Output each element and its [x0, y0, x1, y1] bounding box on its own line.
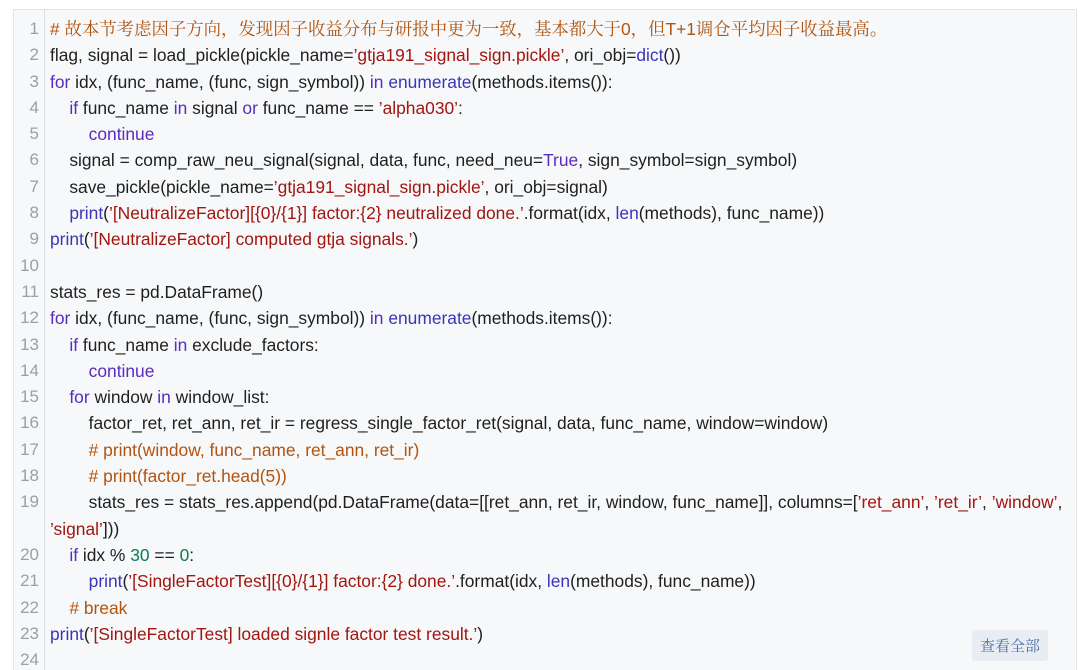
- code-token: (: [103, 203, 109, 224]
- code-line: [14, 305, 1076, 331]
- code-token: enumerate: [388, 308, 472, 329]
- code-token: if: [69, 544, 79, 565]
- code-text: [50, 147, 1064, 173]
- code-token: .format(idx,: [455, 571, 547, 592]
- code-token: 0: [179, 544, 190, 565]
- code-token: signal = comp_raw_neu_signal(signal, data, func, need_neu=: [50, 150, 544, 171]
- code-line: [14, 69, 1076, 95]
- code-token: ’alpha030’: [378, 97, 459, 118]
- code-token: for: [69, 387, 90, 408]
- code-text: [50, 226, 1064, 252]
- line-number: 2: [29, 45, 39, 65]
- code-token: idx %: [78, 544, 131, 565]
- code-token: print: [69, 203, 104, 224]
- code-token: exclude_factors:: [187, 334, 319, 355]
- code-line: [14, 621, 1076, 647]
- code-token: [50, 466, 89, 486]
- code-line: [14, 595, 1076, 621]
- line-number: 11: [21, 281, 39, 301]
- code-token: [50, 124, 89, 144]
- code-token: ’[SingleFactorTest] loaded signle factor test result.’: [89, 623, 478, 644]
- code-token: in: [173, 334, 188, 355]
- code-token: window_list:: [170, 387, 270, 408]
- code-text: [50, 384, 1064, 410]
- code-token: print: [50, 623, 84, 644]
- code-token: func_name: [78, 334, 174, 355]
- code-line: [14, 174, 1076, 200]
- code-token: (methods), func_name)): [570, 571, 756, 592]
- code-token: ): [477, 623, 484, 644]
- code-text: [50, 463, 1064, 489]
- code-token: ’ret_ann’: [857, 492, 925, 513]
- code-token: for: [50, 308, 71, 329]
- code-token: continue: [88, 124, 155, 145]
- code-token: :: [189, 544, 195, 565]
- code-text: [50, 121, 1064, 147]
- line-number: 24: [20, 650, 39, 670]
- code-token: # print(factor_ret.head(5)): [88, 466, 287, 487]
- code-token: save_pickle(pickle_name=: [50, 176, 274, 197]
- line-number: 17: [20, 439, 39, 459]
- code-token: ==: [149, 544, 180, 565]
- code-token: print: [88, 571, 123, 592]
- code-token: ’[SingleFactorTest][{0}/{1}] factor:{2} done.’: [128, 571, 456, 592]
- code-token: in: [157, 387, 171, 408]
- code-token: len: [546, 571, 571, 592]
- code-token: [50, 545, 69, 565]
- code-text: [50, 305, 1064, 331]
- code-token: ,: [982, 492, 992, 513]
- code-token: len: [615, 203, 639, 224]
- code-token: func_name ==: [257, 97, 379, 118]
- line-number: 19: [20, 492, 39, 512]
- code-token: signal: [187, 97, 243, 118]
- code-line: [14, 253, 1076, 279]
- code-line: [14, 542, 1076, 568]
- line-number: 4: [29, 97, 39, 117]
- code-text: [50, 358, 1064, 384]
- line-number: 1: [29, 19, 39, 38]
- code-token: # break: [69, 597, 128, 618]
- code-token: , sign_symbol=sign_symbol): [578, 150, 798, 171]
- code-token: continue: [88, 360, 155, 381]
- code-token: idx, (func_name, (func, sign_symbol)): [70, 71, 370, 92]
- code-line: [14, 647, 1076, 670]
- code-token: ’signal’: [50, 518, 103, 539]
- code-line: [14, 489, 1076, 542]
- code-token: [50, 203, 69, 223]
- code-token: (: [83, 623, 90, 644]
- code-line: [14, 332, 1076, 358]
- code-token: [50, 440, 89, 460]
- code-token: func_name: [78, 97, 174, 118]
- code-token: for: [50, 71, 71, 92]
- line-number: 20: [20, 544, 39, 564]
- code-token: (methods.items()):: [471, 71, 613, 92]
- code-token: 30: [130, 544, 150, 565]
- line-number: 9: [29, 229, 39, 249]
- line-number: 23: [20, 623, 39, 643]
- line-number: 21: [20, 571, 39, 591]
- code-token: in: [173, 97, 188, 118]
- code-text: [50, 595, 1064, 621]
- code-token: , ori_obj=: [564, 45, 637, 66]
- code-token: ])): [102, 518, 120, 539]
- code-token: [50, 335, 69, 355]
- code-token: ’window’: [991, 492, 1058, 513]
- code-line: [14, 16, 1076, 42]
- code-text: [50, 568, 1064, 594]
- code-token: :: [458, 97, 463, 118]
- code-token: , ori_obj=signal): [484, 176, 608, 197]
- code-token: ’ret_ir’: [934, 492, 983, 513]
- line-number: 8: [29, 203, 39, 223]
- code-text: [50, 332, 1064, 358]
- line-number: 5: [29, 124, 39, 144]
- code-text: [50, 542, 1064, 568]
- code-token: [50, 361, 89, 381]
- code-token: stats_res = pd.DataFrame(): [50, 281, 264, 302]
- code-line: [14, 463, 1076, 489]
- code-token: or: [242, 97, 258, 118]
- code-text: [50, 489, 1068, 542]
- code-line: [14, 121, 1076, 147]
- code-line: [14, 95, 1076, 121]
- code-text: [50, 174, 1064, 200]
- view-all-button[interactable]: 查看全部: [972, 630, 1048, 661]
- code-token: ()): [663, 45, 681, 66]
- code-token: stats_res = stats_res.append(pd.DataFrame(data=[[ret_ann, ret_ir, window, func_name]], columns=[: [50, 492, 858, 513]
- code-line: [14, 384, 1076, 410]
- code-text: [50, 42, 1064, 68]
- code-line: [14, 42, 1076, 68]
- code-line: [14, 568, 1076, 594]
- line-number: 18: [20, 466, 39, 486]
- code-token: # print(window, func_name, ret_ann, ret_ir): [88, 439, 420, 460]
- line-number: 13: [20, 334, 39, 354]
- code-token: ’[NeutralizeFactor][{0}/{1}] factor:{2} neutralized done.’: [108, 203, 524, 224]
- code-token: ,: [924, 492, 935, 513]
- code-line: [14, 437, 1076, 463]
- line-number: 15: [20, 387, 39, 407]
- code-token: ,: [1057, 492, 1068, 513]
- code-text: [50, 437, 1064, 463]
- code-token: [50, 98, 69, 118]
- code-token: ’gtja191_signal_sign.pickle’: [353, 45, 565, 66]
- code-token: in: [369, 71, 384, 92]
- code-token: if: [69, 97, 79, 118]
- code-token: (methods), func_name)): [638, 203, 825, 224]
- code-line: [14, 226, 1076, 252]
- code-token: idx, (func_name, (func, sign_symbol)): [70, 308, 370, 329]
- line-number: 16: [20, 413, 39, 433]
- code-text: [50, 410, 1064, 436]
- code-token: ’[NeutralizeFactor] computed gtja signals.’: [89, 229, 413, 250]
- code-line: [14, 410, 1076, 436]
- code-token: in: [369, 308, 384, 329]
- code-text: [50, 16, 1064, 42]
- code-text: [50, 200, 1064, 226]
- code-token: [50, 598, 69, 618]
- code-text: [50, 621, 1064, 647]
- code-token: print: [50, 229, 84, 250]
- code-token: (methods.items()):: [471, 308, 613, 329]
- code-token: (: [122, 571, 129, 592]
- code-line: [14, 200, 1076, 226]
- line-number: 14: [20, 360, 39, 380]
- line-number: 10: [20, 255, 39, 275]
- line-number: 22: [20, 597, 39, 617]
- code-text: [50, 69, 1064, 95]
- code-token: .format(idx,: [523, 203, 616, 224]
- line-number: 3: [29, 71, 39, 91]
- code-token: True: [543, 150, 579, 171]
- code-token: enumerate: [388, 71, 472, 92]
- code-line: [14, 279, 1076, 305]
- code-token: (: [83, 229, 90, 250]
- line-number: 7: [29, 176, 39, 196]
- code-token: window: [89, 387, 158, 408]
- code-token: [50, 387, 69, 407]
- code-lines: [14, 16, 1076, 670]
- code-token: dict: [636, 45, 664, 66]
- code-text: [50, 95, 1064, 121]
- code-line: [14, 358, 1076, 384]
- code-block: [13, 9, 1077, 670]
- line-number: 12: [20, 308, 39, 328]
- code-token: # 故本节考虑因子方向，发现因子收益分布与研报中更为一致，基本都大于0，但T+1调仓平均因子收益最高。: [50, 19, 888, 39]
- code-token: factor_ret, ret_ann, ret_ir = regress_single_factor_ret(signal, data, func_name, window=window): [50, 413, 829, 434]
- code-token: flag, signal = load_pickle(pickle_name=: [50, 45, 354, 66]
- code-line: [14, 147, 1076, 173]
- code-token: ’gtja191_signal_sign.pickle’: [273, 176, 485, 197]
- code-text: [50, 279, 1064, 305]
- line-number: 6: [29, 150, 39, 170]
- code-token: ): [412, 229, 419, 250]
- code-token: if: [69, 334, 79, 355]
- code-token: [50, 571, 89, 591]
